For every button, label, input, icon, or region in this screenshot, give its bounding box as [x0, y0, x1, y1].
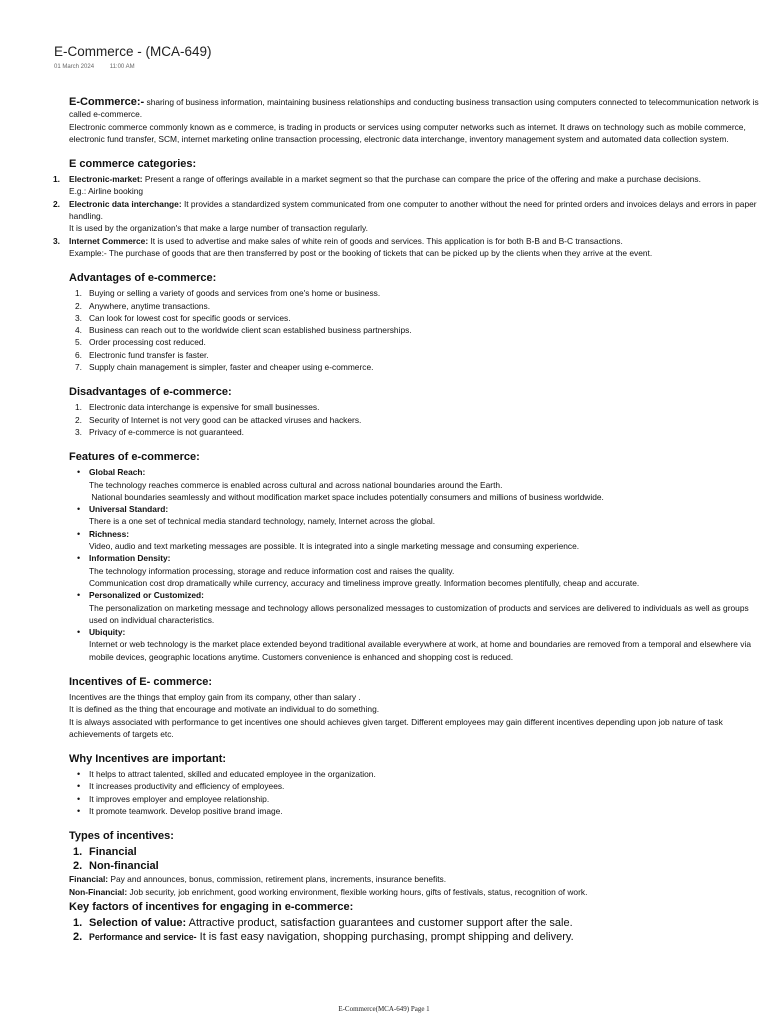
disadvantages-list [69, 401, 765, 438]
page-date: 01 March 2024 [54, 64, 95, 70]
why-incentive-item: • It increases productivity and efficiency of employees. [89, 780, 765, 792]
incentives-body [69, 691, 765, 740]
list-item [75, 426, 765, 438]
feature-item [89, 466, 765, 503]
feature-title: • Information Density: [89, 553, 171, 564]
category-item [53, 173, 765, 198]
features-heading: Features of e-commerce: [69, 451, 200, 464]
why-incentive-item: • It promote teamwork. Develop positive brand image. [89, 805, 765, 817]
definition-term: Financial: [69, 874, 109, 885]
advantages-heading: Advantages of e-commerce: [69, 272, 217, 285]
feature-title: • Richness: [89, 528, 130, 539]
list-number: 5. [75, 337, 82, 348]
why-incentive-item: • It helps to attract talented, skilled and educated employee in the organization. [89, 768, 765, 780]
disadvantages-heading: Disadvantages of e-commerce: [69, 386, 232, 399]
feature-title: • Ubiquity: [89, 627, 126, 638]
why-incentive-item: • It improves employer and employee relationship. [89, 793, 765, 805]
category-extra: It is used by the organization's that make a large number of transaction regularly. [69, 223, 368, 234]
categories-list [53, 173, 765, 259]
feature-title: • Personalized or Customized: [89, 590, 204, 601]
incentive-type-item [73, 859, 765, 873]
definition-term: Non-Financial: [69, 886, 128, 897]
note-body [53, 96, 765, 944]
feature-item [89, 552, 765, 589]
incentives-line: It is always associated with performance to get incentives one should achieves given target. Different employees may gain different incentives depending upon job nature of task achievements of targets etc. [69, 716, 723, 739]
categories-heading: E commerce categories: [69, 158, 197, 171]
list-item-text: Electronic fund transfer is faster. [89, 349, 209, 360]
intro-term: E-Commerce:- [69, 96, 145, 108]
key-factor-text: It is fast easy navigation, shopping purchasing, prompt shipping and delivery. [196, 930, 574, 943]
list-item-text: Buying or selling a variety of goods and services from one's home or business. [89, 288, 381, 299]
list-item-text: Security of Internet is not very good can be attacked viruses and hackers. [89, 414, 362, 425]
category-term: Internet Commerce: [69, 235, 149, 246]
incentive-type-text: Financial [89, 846, 137, 859]
list-number: 1. [73, 916, 83, 929]
feature-text: Communication cost drop dramatically while currency, accuracy and timeliness improve greatly. Information becomes plentifully, cheap and accurate. [89, 577, 640, 588]
key-factors-list [69, 916, 765, 944]
why-incentives-heading: Why Incentives are important: [69, 753, 227, 766]
category-text: It provides a standardized system communicated from one computer to another without the need for printed orders and invoices delays and errors in paper handling. [69, 198, 757, 222]
feature-text: The personalization on marketing message and technology allows personalized messages to customization of products and services are delivered to individuals as well as groups used on individual characteristics. [89, 602, 751, 625]
list-number: 2. [73, 860, 83, 873]
feature-text: The technology information processing, storage and reduce information cost and raises the quality. [89, 565, 455, 576]
feature-item [89, 589, 765, 626]
intro-paragraph: Electronic commerce commonly known as e commerce, is trading in products or services using computer networks such as internet. It draws on technology such as mobile commerce, electronic fund transfer, SCM, internet marketing online transaction processing, electronic data interchange, inventory management system and automated data collection system. [69, 121, 746, 144]
key-factor-item [73, 916, 765, 930]
list-number: 2. [73, 930, 83, 943]
list-item-text: Business can reach out to the worldwide client scan established business partnerships. [89, 325, 412, 336]
list-number: 7. [75, 362, 82, 373]
page-title: E-Commerce - (MCA-649) [54, 44, 212, 59]
feature-text: National boundaries seamlessly and without modification market space includes potentially consumers and millions of business worldwide. [89, 491, 604, 502]
page-footer: E-Commerce(MCA-649) Page 1 [338, 1005, 430, 1013]
list-item-text: Supply chain management is simpler, faster and cheaper using e-commerce. [89, 362, 374, 373]
incentive-type-item [73, 845, 765, 859]
list-item [75, 401, 765, 413]
feature-title: • Universal Standard: [89, 504, 169, 515]
types-heading: Types of incentives: [69, 830, 174, 843]
list-number: 1. [53, 174, 60, 185]
key-factor-term: Selection of value: [89, 916, 187, 929]
features-list [69, 466, 765, 663]
list-number: 6. [75, 349, 82, 360]
page-meta [54, 64, 149, 70]
feature-item [89, 503, 765, 528]
feature-text: Internet or web technology is the market place extended beyond traditional available everywhere at work, at home and boundaries are removed from a temporal and elsewhere via mobile devices, geographic locations anytime. Customers convenience is enhanced and shopping cost is reduced. [89, 639, 754, 662]
list-item [75, 349, 765, 361]
definition-text: Job security, job enrichment, good working environment, flexible working hours, gifts of festivals, status, recognition of work. [127, 886, 588, 897]
incentives-line: It is defined as the thing that encourage and motivate an individual to do something. [69, 704, 380, 715]
feature-item [89, 528, 765, 553]
category-text: Present a range of offerings available in a market segment so that the purchase can compare the price of the offering and make a purchase decisions. [142, 174, 701, 185]
list-number: 4. [75, 325, 82, 336]
list-number: 2. [75, 414, 82, 425]
category-term: Electronic-market: [69, 174, 143, 185]
category-extra: Example:- The purchase of goods that are then transferred by post or the booking of tickets that can be picked up by the clients when they arrive at the event. [69, 247, 653, 258]
feature-text: Video, audio and text marketing messages are possible. It is integrated into a single marketing message and consuming experience. [89, 541, 580, 552]
list-number: 2. [75, 300, 82, 311]
incentive-type-definition [69, 886, 765, 898]
incentives-heading: Incentives of E- commerce: [69, 675, 213, 688]
list-item [75, 414, 765, 426]
key-factor-item [73, 930, 765, 944]
list-number: 1. [75, 402, 82, 413]
incentive-type-definition [69, 873, 765, 885]
list-item [75, 300, 765, 312]
intro-definition [69, 96, 765, 121]
feature-text: The technology reaches commerce is enabled across cultural and across national boundaries around the Earth. [89, 479, 503, 490]
category-term: Electronic data interchange: [69, 198, 182, 209]
incentive-type-text: Non-financial [89, 860, 159, 873]
category-extra: E.g.: Airline booking [69, 186, 144, 197]
list-number: 1. [73, 846, 83, 859]
category-text: It is used to advertise and make sales of white rein of goods and services. This application is for both B-B and B-C transactions. [148, 235, 623, 246]
feature-item [89, 626, 765, 663]
incentives-line: Incentives are the things that employ gain from its company, other than salary . [69, 691, 361, 702]
list-item [75, 361, 765, 373]
list-item [75, 336, 765, 348]
intro-definition-text: sharing of business information, maintaining business relationships and conducting business transaction using computers connected to telecommunication network is called e-commerce. [69, 97, 759, 120]
types-definitions [69, 873, 765, 898]
key-factors-heading: Key factors of incentives for engaging in e-commerce: [69, 900, 354, 913]
list-number: 3. [75, 312, 82, 323]
types-list [69, 845, 765, 873]
list-item-text: Privacy of e-commerce is not guaranteed. [89, 426, 245, 437]
list-item [75, 324, 765, 336]
advantages-list [69, 287, 765, 373]
list-item [75, 287, 765, 299]
why-incentives-list [69, 768, 765, 817]
list-item-text: Order processing cost reduced. [89, 337, 206, 348]
list-number: 1. [75, 288, 82, 299]
feature-title: • Global Reach: [89, 467, 146, 478]
list-item [75, 312, 765, 324]
key-factor-text: Attractive product, satisfaction guarantees and customer support after the sale. [186, 916, 573, 929]
feature-text: There is a one set of technical media standard technology, namely, Internet across the global. [89, 516, 436, 527]
page-time: 11:00 AM [109, 64, 135, 70]
key-factor-term: Performance and service- [89, 931, 197, 942]
list-number: 3. [75, 426, 82, 437]
list-number: 3. [53, 235, 60, 246]
category-item [53, 235, 765, 260]
list-number: 2. [53, 198, 60, 209]
list-item-text: Can look for lowest cost for specific goods or services. [89, 312, 291, 323]
list-item-text: Anywhere, anytime transactions. [89, 300, 211, 311]
list-item-text: Electronic data interchange is expensive for small businesses. [89, 402, 320, 413]
definition-text: Pay and announces, bonus, commission, retirement plans, increments, insurance benefits. [108, 874, 447, 885]
category-item [53, 198, 765, 235]
